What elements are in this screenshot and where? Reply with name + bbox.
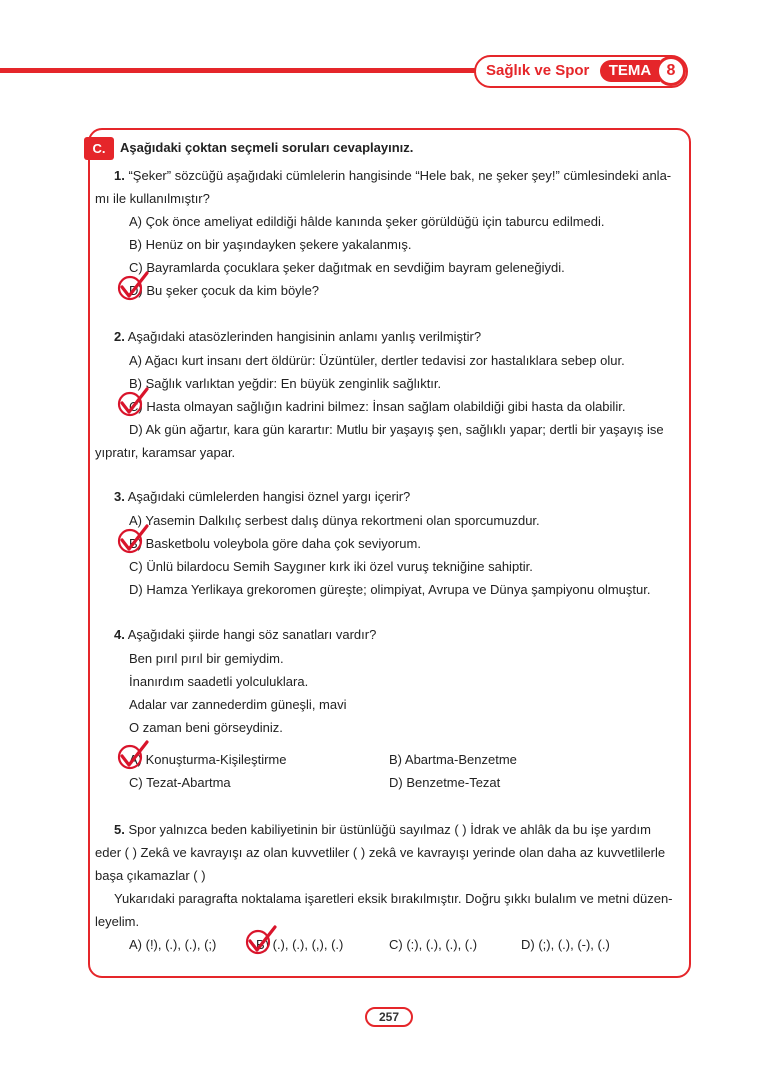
q5-line1 bbox=[114, 822, 651, 837]
tema-badge: TEMA bbox=[600, 60, 660, 82]
q5-option-a[interactable]: A) (!), (.), (.), (;) bbox=[129, 937, 217, 952]
q2-answer-check-icon bbox=[116, 386, 150, 420]
q3-option-c[interactable]: C) Ünlü bilardocu Semih Saygıner kırk iki özel vuruş tekniğine sahiptir. bbox=[129, 559, 533, 574]
q5-option-b[interactable]: B) (.), (.), (,), (.) bbox=[256, 937, 344, 952]
q4-poem-line2: İnanırdım saadetli yolculuklara. bbox=[129, 674, 309, 689]
q2-option-a[interactable]: A) Ağacı kurt insanı dert öldürür: Üzüntüler, dertler tedavisi zor hastalıklara sebep olur. bbox=[129, 353, 625, 368]
q1-answer-check-icon bbox=[116, 270, 150, 304]
q4-option-d[interactable]: D) Benzetme-Tezat bbox=[389, 775, 501, 790]
q1-stem-text: “Şeker” sözcüğü aşağıdaki cümlelerin hangisinde “Hele bak, ne şeker şey!” cümlesindeki anla- bbox=[128, 168, 672, 183]
q3-stem-text: Aşağıdaki cümlelerden hangisi öznel yargı içerir? bbox=[127, 489, 411, 504]
q2-stem bbox=[114, 329, 481, 344]
q2-option-d-cont: yıpratır, karamsar yapar. bbox=[95, 445, 236, 460]
q2-option-c[interactable]: C) Hasta olmayan sağlığın kadrini bilmez: İnsan sağlam olabildiği gibi hasta da olabilir. bbox=[129, 399, 626, 414]
q4-option-c[interactable]: C) Tezat-Abartma bbox=[129, 775, 231, 790]
q4-option-a[interactable]: A) Konuşturma-Kişileştirme bbox=[129, 752, 287, 767]
q2-option-b[interactable]: B) Sağlık varlıktan yeğdir: En büyük zenginlik sağlıktır. bbox=[129, 376, 442, 391]
q4-stem bbox=[114, 627, 376, 642]
q5-line3: başa çıkamazlar ( ) bbox=[95, 868, 206, 883]
q4-stem-text: Aşağıdaki şiirde hangi söz sanatları vardır? bbox=[127, 627, 377, 642]
q2-stem-text: Aşağıdaki atasözlerinden hangisinin anlamı yanlış verilmiştir? bbox=[127, 329, 482, 344]
q2-number: 2. bbox=[114, 329, 125, 344]
tema-number: 8 bbox=[656, 56, 686, 86]
q1-stem-line1 bbox=[114, 168, 671, 183]
q1-option-c[interactable]: C) Bayramlarda çocuklara şeker dağıtmak en sevdiğim bayram geleneğiydi. bbox=[129, 260, 565, 275]
q5-line5: leyelim. bbox=[95, 914, 140, 929]
q4-answer-check-icon bbox=[116, 739, 150, 773]
theme-title: Sağlık ve Spor bbox=[486, 62, 590, 79]
q4-option-b[interactable]: B) Abartma-Benzetme bbox=[389, 752, 517, 767]
q1-option-a[interactable]: A) Çok önce ameliyat edildiği hâlde kanında şeker görüldüğü için taburcu edilmedi. bbox=[129, 214, 605, 229]
q1-stem-line2: mı ile kullanılmıştır? bbox=[95, 191, 210, 206]
q5-option-d[interactable]: D) (;), (.), (-), (.) bbox=[521, 937, 610, 952]
q5-number: 5. bbox=[114, 822, 125, 837]
q5-answer-check-icon bbox=[244, 924, 278, 958]
q4-number: 4. bbox=[114, 627, 125, 642]
q4-poem-line3: Adalar var zannederdim güneşli, mavi bbox=[129, 697, 347, 712]
q3-stem bbox=[114, 489, 410, 504]
q3-option-d[interactable]: D) Hamza Yerlikaya grekoromen güreşte; olimpiyat, Avrupa ve Dünya şampiyonu olmuştur. bbox=[129, 582, 651, 597]
q3-number: 3. bbox=[114, 489, 125, 504]
q1-option-d[interactable]: D) Bu şeker çocuk da kim böyle? bbox=[129, 283, 320, 298]
page-number: 257 bbox=[365, 1007, 413, 1027]
q4-poem-line4: O zaman beni görseydiniz. bbox=[129, 720, 283, 735]
q5-line4: Yukarıdaki paragrafta noktalama işaretleri eksik bırakılmıştır. Doğru şıkkı bulalım ve metni düzen- bbox=[114, 891, 673, 906]
q1-number: 1. bbox=[114, 168, 125, 183]
q4-poem-line1: Ben pırıl pırıl bir gemiydim. bbox=[129, 651, 284, 666]
q5-line1-text: Spor yalnızca beden kabiliyetinin bir üstünlüğü sayılmaz ( ) İdrak ve ahlâk da bu işe yardım bbox=[128, 822, 651, 837]
header-divider bbox=[0, 68, 485, 73]
section-letter: C. bbox=[84, 137, 114, 160]
q3-option-a[interactable]: A) Yasemin Dalkılıç serbest dalış dünya rekortmeni olan sporcumuzdur. bbox=[129, 513, 540, 528]
q3-option-b[interactable]: B) Basketbolu voleybola göre daha çok seviyorum. bbox=[129, 536, 421, 551]
q3-answer-check-icon bbox=[116, 523, 150, 557]
q1-option-b[interactable]: B) Henüz on bir yaşındayken şekere yakalanmış. bbox=[129, 237, 412, 252]
q5-line2: eder ( ) Zekâ ve kavrayışı az olan kuvvetliler ( ) zekâ ve kavrayışı yerinde olan daha az kuvvetlilerle bbox=[95, 845, 666, 860]
section-instruction: Aşağıdaki çoktan seçmeli soruları cevaplayınız. bbox=[120, 140, 414, 155]
q2-option-d[interactable]: D) Ak gün ağartır, kara gün karartır: Mutlu bir yaşayış şen, sağlıklı yapar; dertli bir yaşayış ise bbox=[129, 422, 664, 437]
q5-option-c[interactable]: C) (:), (.), (.), (.) bbox=[389, 937, 478, 952]
